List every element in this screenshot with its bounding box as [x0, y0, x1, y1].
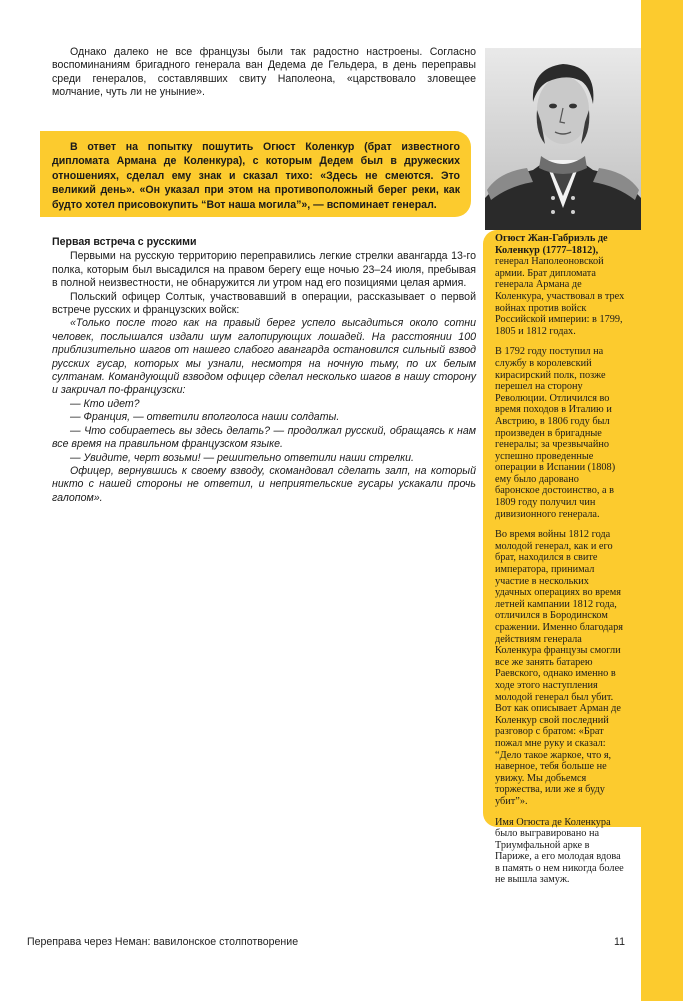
intro-text — [52, 46, 476, 100]
portrait-image — [485, 48, 641, 230]
quote-line: — Что собираетесь вы здесь делать? — продолжал русский, обращаясь к нам все время на правильном французском языке. — [52, 424, 476, 451]
sidebar-name: Огюст Жан-Габриэль де Коленкур (1777–1812), — [495, 233, 608, 256]
quote-line: — Франция, — ответили вполголоса наши солдаты. — [70, 411, 340, 424]
quote-line: — Увидите, черт возьми! — решительно ответили наши стрелки. — [70, 451, 414, 464]
sidebar-paragraph: В 1792 году поступил на службу в королевский кирасирский полк, позже перешел на сторону Революции. Отличился во время походов в Италию и Австрию, в 1806 году был произведен в бригадные генералы; за чрезвычайно успешно проведенные операции в Испании (1808) ему было даровано баронское достоинство, а в 1809 году получил чин дивизионного генерала. — [495, 346, 616, 520]
callout-text: В ответ на попытку пошутить Огюст Коленкур (брат известного дипломата Армана де Коленкура), с которым Дедем был в дружеских отношениях, сделал ему знак и сказал тихо: «Здесь не смеются. Это великий день». «Он указал при этом на противоположный берег реки, как будто хотел присовокупить “Вот наша могила”», — вспоминает генерал. — [52, 141, 460, 211]
quote-paragraph: Офицер, вернувшись к своему взводу, скомандовал сделать залп, на который никто с нашей стороны не ответил, и неприятельские гусары ускакали прочь галопом». — [52, 464, 476, 504]
footer-title: Переправа через Неман: вавилонское столпотворение — [27, 936, 299, 948]
quote-paragraph: «Только после того как на правый берег успело высадиться около сотни человек, послышался издали шум галопирующих лошадей. На расстоянии 100 приблизительно шагов от нашего слабого авангарда остановился сильный взвод русских гусар, которых мы узнали, несмотря на ночную тьму, по их белым султанам. Командующий взводом офицер сделал несколько шагов в нашу сторону и закричал по-французски: — [52, 317, 476, 397]
page-number: 11 — [614, 936, 625, 948]
callout-box — [40, 131, 471, 217]
sidebar-paragraph: Во время войны 1812 года молодой генерал, как и его брат, находился в свите императора, принимал участие в нескольких удачных операциях во время летней кампании 1812 года, отличился в Бородинском сражении. Именно благодаря действиям генерала Коленкура французы смогли все же занять батарею Раевского, однако именно в ходе этого наступления молодой генерал был убит. Вот как описывает Арман де Коленкур свой последний разговор с братом: «Брат пожал мне руку и сказал: “Дело такое жаркое, что я, наверное, тебя больше не увижу. Мы добьемся торжества, или же я буду убит”». — [495, 529, 623, 807]
intro-paragraph: Однако далеко не все французы были так радостно настроены. Согласно воспоминаниям бригадного генерала ван Дедема де Гельдера, в день переправы среди генералов, составлявших свиту Наполеона, «царствовало зловещее молчание, чуть ли не уныние». — [52, 46, 476, 99]
first-meeting-section — [52, 236, 476, 505]
sidebar-biography — [495, 233, 625, 895]
sidebar-paragraph: Имя Огюста де Коленкура было выгравировано на Триумфальной арке в Париже, а его молодая вдова в память о нем никогда более не вышла замуж. — [495, 816, 624, 886]
page-edge-band — [641, 0, 683, 1001]
section-paragraph: Польский офицер Солтык, участвовавший в операции, рассказывает о первой встрече русских и французских войск: — [52, 290, 476, 317]
section-heading: Первая встреча с русскими — [52, 236, 197, 248]
section-paragraph: Первыми на русскую территорию переправились легкие стрелки авангарда 13-го полка, которым был высадился на правом берегу еще ночью 23–24 июля, пребывая в полной неизвестности, не обнаружится ли утром над его позициями целая армия. — [52, 250, 476, 290]
sidebar-intro — [495, 233, 625, 337]
quote-line: — Кто идет? — [70, 397, 140, 410]
sidebar-bio-intro: генерал Наполеоновской армии. Брат дипломата генерала Армана де Коленкура, участвовал в трех войнах против войск Российской империи: в 1799, 1805 и 1812 годах. — [495, 256, 625, 337]
